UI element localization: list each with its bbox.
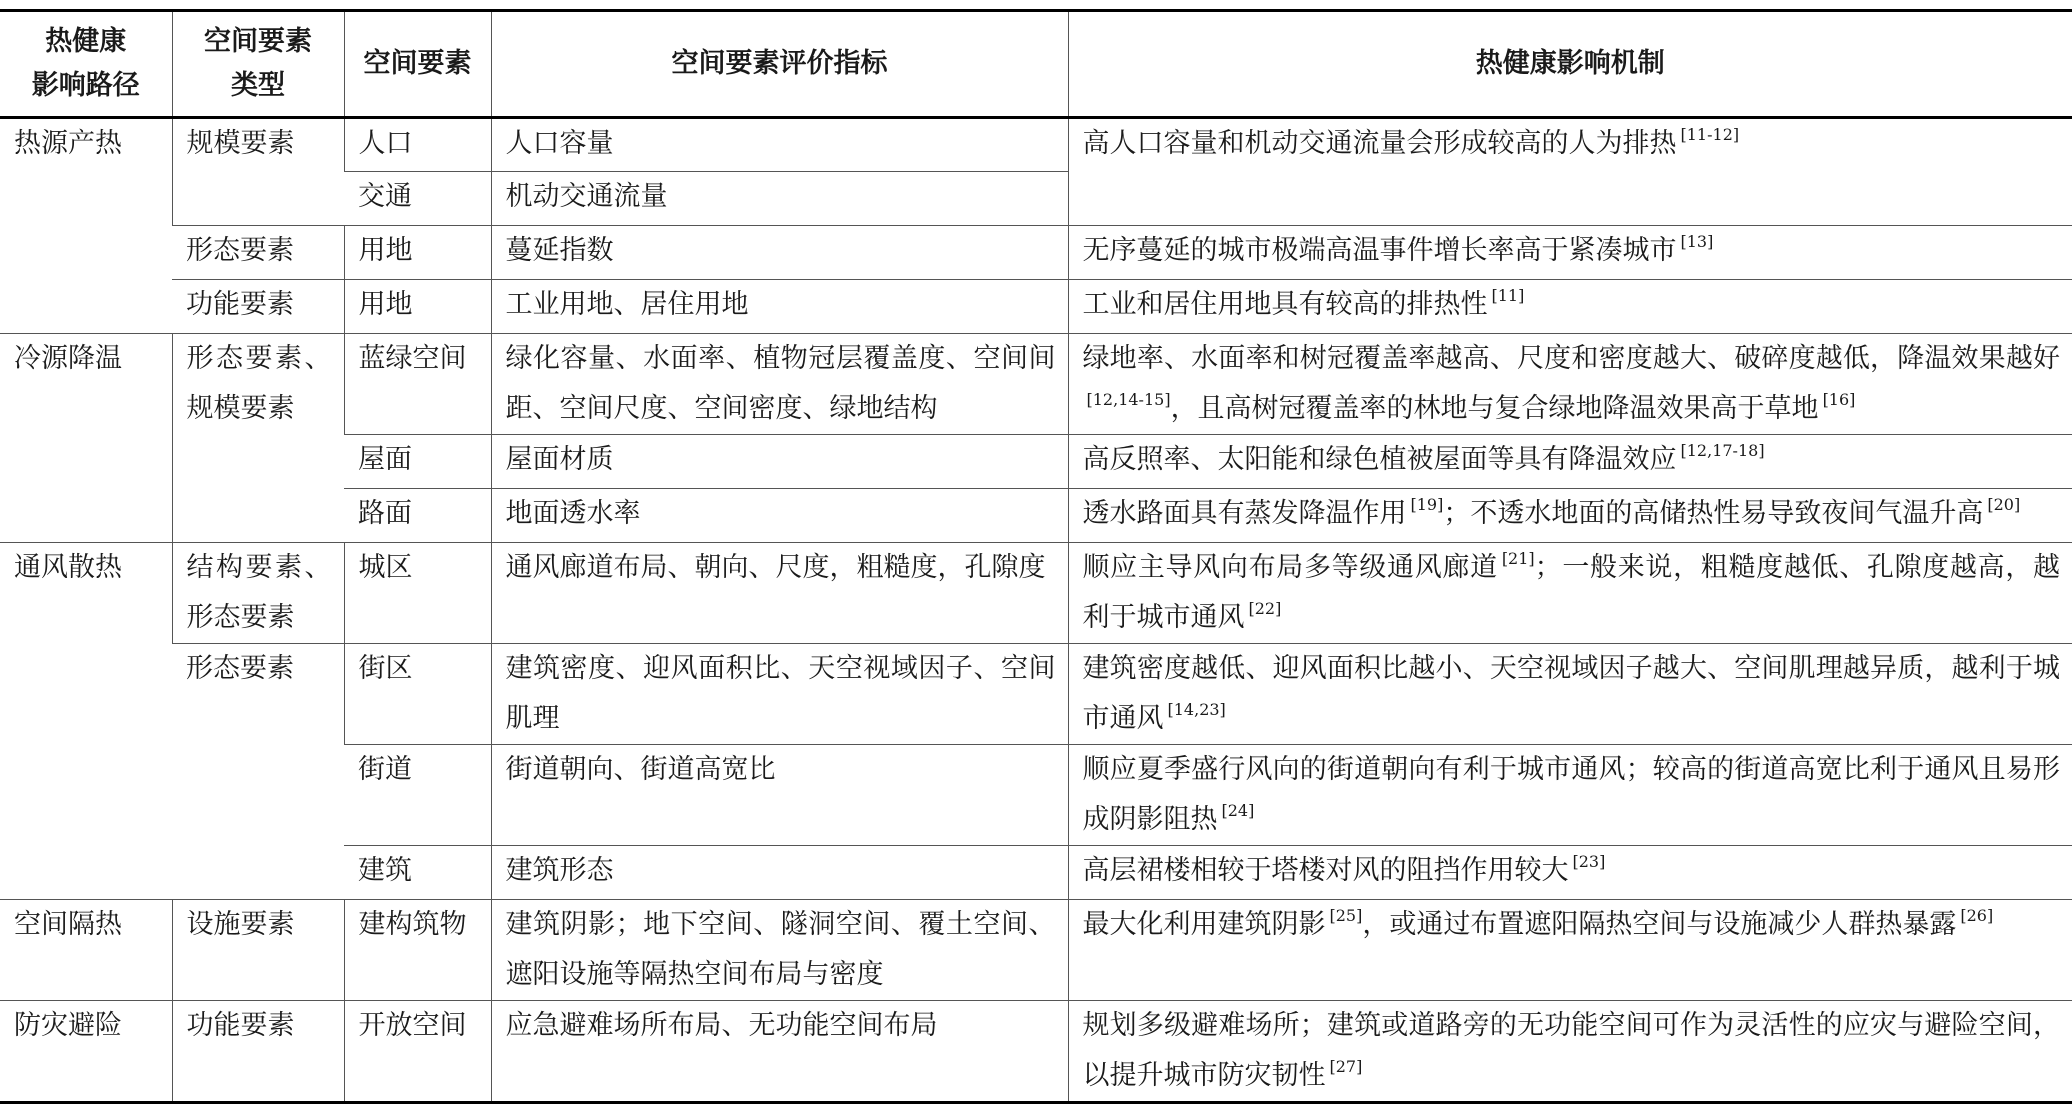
citation: [23]	[1572, 852, 1606, 871]
mechanism-text: 规划多级避难场所；建筑或道路旁的无功能空间可作为灵活性的应灾与避险空间，以提升城市防灾韧性	[1082, 1010, 2060, 1091]
mechanism-text: 高人口容量和机动交通流量会形成较高的人为排热	[1082, 128, 1677, 159]
type-cell: 形态要素	[172, 226, 344, 280]
table-row	[0, 644, 2072, 745]
citation: [19]	[1410, 495, 1444, 514]
mechanism-text: 最大化利用建筑阴影	[1082, 909, 1326, 940]
citation: [12,17-18]	[1680, 441, 1765, 460]
indicator-cell: 地面透水率	[491, 489, 1068, 543]
mechanism-text: 无序蔓延的城市极端高温事件增长率高于紧凑城市	[1082, 235, 1677, 266]
citation: [11]	[1491, 286, 1525, 305]
indicator-cell: 机动交通流量	[491, 172, 1068, 226]
type-cell: 形态要素、规模要素	[172, 334, 344, 543]
type-cell: 形态要素	[172, 644, 344, 900]
element-cell: 路面	[344, 489, 491, 543]
element-cell: 街道	[344, 745, 491, 846]
path-cell: 冷源降温	[0, 334, 172, 543]
indicator-cell: 人口容量	[491, 118, 1068, 172]
citation: [13]	[1680, 232, 1714, 251]
table-row	[0, 543, 2072, 644]
mechanism-cell	[1068, 118, 2072, 226]
citation: [21]	[1501, 549, 1535, 568]
indicator-cell: 通风廊道布局、朝向、尺度，粗糙度，孔隙度	[491, 543, 1068, 644]
mechanism-cell	[1068, 543, 2072, 644]
element-cell: 交通	[344, 172, 491, 226]
indicator-cell: 绿化容量、水面率、植物冠层覆盖度、空间间距、空间尺度、空间密度、绿地结构	[491, 334, 1068, 435]
mechanism-text: ；一般来说，粗糙度越低、孔隙度越高，越利于城市通风	[1082, 552, 2061, 633]
element-cell: 开放空间	[344, 1001, 491, 1103]
path-cell: 热源产热	[0, 118, 172, 334]
element-cell: 城区	[344, 543, 491, 644]
type-cell: 规模要素	[172, 118, 344, 226]
indicator-cell: 屋面材质	[491, 435, 1068, 489]
indicator-cell: 蔓延指数	[491, 226, 1068, 280]
mechanism-text: 高层裙楼相较于塔楼对风的阻挡作用较大	[1082, 855, 1569, 886]
element-cell: 屋面	[344, 435, 491, 489]
path-cell: 通风散热	[0, 543, 172, 900]
element-cell: 街区	[344, 644, 491, 745]
mechanism-text: 顺应夏季盛行风向的街道朝向有利于城市通风；较高的街道高宽比利于通风且易形成阴影阻热	[1082, 754, 2060, 835]
table-row	[0, 280, 2072, 334]
mechanism-cell	[1068, 644, 2072, 745]
indicator-cell: 建筑形态	[491, 846, 1068, 900]
header-indicator: 空间要素评价指标	[491, 11, 1068, 118]
mechanism-text: 工业和居住用地具有较高的排热性	[1082, 289, 1488, 320]
table-row	[0, 900, 2072, 1001]
citation: [16]	[1822, 390, 1856, 409]
table-row	[0, 226, 2072, 280]
mechanism-cell	[1068, 226, 2072, 280]
element-cell: 建构筑物	[344, 900, 491, 1001]
citation: [26]	[1960, 906, 1994, 925]
header-mechanism: 热健康影响机制	[1068, 11, 2072, 118]
element-cell: 蓝绿空间	[344, 334, 491, 435]
indicator-cell: 应急避难场所布局、无功能空间布局	[491, 1001, 1068, 1103]
mechanism-cell	[1068, 435, 2072, 489]
mechanism-text: ，且高树冠覆盖率的林地与复合绿地降温效果高于草地	[1170, 393, 1819, 424]
element-cell: 用地	[344, 280, 491, 334]
mechanism-text: 绿地率、水面率和树冠覆盖率越高、尺度和密度越大、破碎度越低，降温效果越好	[1082, 343, 2060, 374]
indicator-cell: 街道朝向、街道高宽比	[491, 745, 1068, 846]
header-element-type: 空间要素 类型	[172, 11, 344, 118]
heat-health-table	[0, 9, 2072, 1104]
mechanism-cell	[1068, 846, 2072, 900]
table-row	[0, 334, 2072, 435]
indicator-cell: 建筑阴影；地下空间、隧洞空间、覆土空间、遮阳设施等隔热空间布局与密度	[491, 900, 1068, 1001]
mechanism-cell	[1068, 900, 2072, 1001]
citation: [22]	[1248, 599, 1282, 618]
path-cell: 防灾避险	[0, 1001, 172, 1103]
indicator-cell: 工业用地、居住用地	[491, 280, 1068, 334]
mechanism-text: 顺应主导风向布局多等级通风廊道	[1082, 552, 1498, 583]
citation: [24]	[1221, 801, 1255, 820]
indicator-cell: 建筑密度、迎风面积比、天空视域因子、空间肌理	[491, 644, 1068, 745]
table-row	[0, 1001, 2072, 1103]
mechanism-text: 高反照率、太阳能和绿色植被屋面等具有降温效应	[1082, 444, 1677, 475]
element-cell: 建筑	[344, 846, 491, 900]
mechanism-cell	[1068, 745, 2072, 846]
citation: [25]	[1329, 906, 1363, 925]
citation: [11-12]	[1680, 125, 1740, 144]
type-cell: 功能要素	[172, 280, 344, 334]
mechanism-text: 透水路面具有蒸发降温作用	[1082, 498, 1407, 529]
mechanism-cell	[1068, 1001, 2072, 1103]
citation: [20]	[1987, 495, 2021, 514]
table-header-row	[0, 11, 2072, 118]
mechanism-cell	[1068, 334, 2072, 435]
mechanism-cell	[1068, 280, 2072, 334]
path-cell: 空间隔热	[0, 900, 172, 1001]
citation: [27]	[1329, 1057, 1363, 1076]
mechanism-cell	[1068, 489, 2072, 543]
table-row	[0, 118, 2072, 172]
citation: [14,23]	[1167, 700, 1226, 719]
type-cell: 设施要素	[172, 900, 344, 1001]
type-cell: 结构要素、形态要素	[172, 543, 344, 644]
mechanism-text: 建筑密度越低、迎风面积比越小、天空视域因子越大、空间肌理越异质，越利于城市通风	[1082, 653, 2060, 734]
element-cell: 用地	[344, 226, 491, 280]
header-path: 热健康 影响路径	[31, 26, 140, 101]
mechanism-text: ；不透水地面的高储热性易导致夜间气温升高	[1443, 498, 1984, 529]
citation: [12,14-15]	[1086, 390, 1171, 409]
element-cell: 人口	[344, 118, 491, 172]
header-element: 空间要素	[344, 11, 491, 118]
mechanism-text: ，或通过布置遮阳隔热空间与设施减少人群热暴露	[1362, 909, 1957, 940]
type-cell: 功能要素	[172, 1001, 344, 1103]
